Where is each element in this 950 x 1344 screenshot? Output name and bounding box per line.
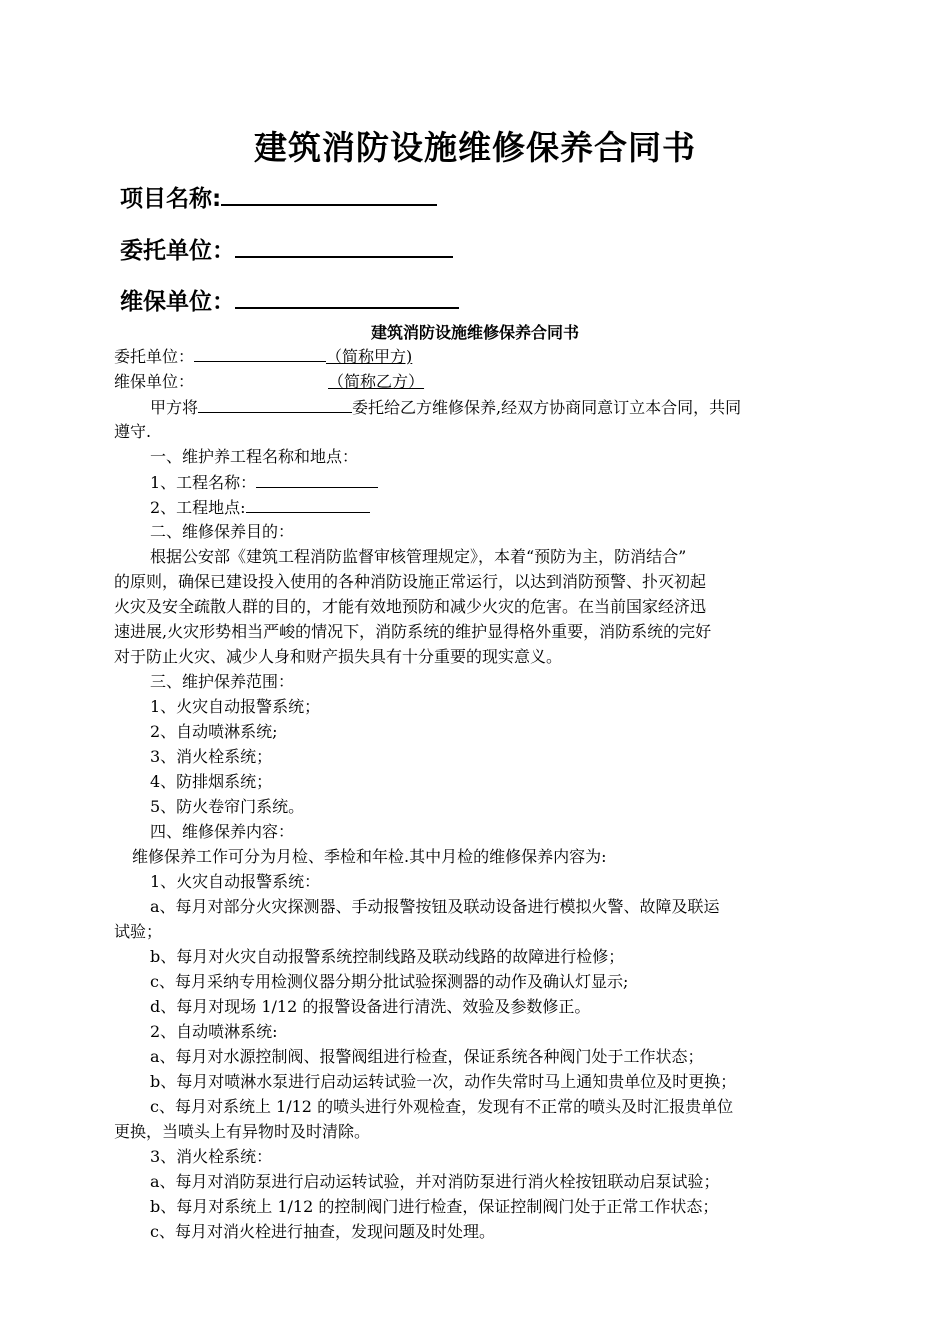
party-a-line [114, 344, 840, 369]
section3-item: 2、自动喷淋系统; [150, 722, 278, 741]
section3-item: 3、消火栓系统； [150, 747, 273, 766]
section4-3-item: c、每月对消火栓进行抽查，发现问题及时处理。 [150, 1222, 495, 1241]
project-name-field [120, 180, 437, 213]
intro-cont: 遵守. [114, 422, 152, 441]
project-name-item-blank[interactable] [256, 470, 378, 488]
section1-item1 [114, 470, 840, 495]
intro-prefix: 甲方将 [150, 398, 199, 417]
project-location-item-label: 2、工程地点: [150, 498, 246, 517]
project-name-label: 项目名称: [120, 186, 222, 212]
client-blank[interactable] [235, 234, 453, 258]
section4-2-item: a、每月对水源控制阀、报警阀组进行检查，保证系统各种阀门处于工作状态； [150, 1047, 704, 1066]
section4-3-item: b、每月对系统上 1/12 的控制阀门进行检查，保证控制阀门处于正常工作状态； [150, 1197, 719, 1216]
section4-3-heading: 3、消火栓系统： [150, 1147, 273, 1166]
section4-intro: 维修保养工作可分为月检、季检和年检.其中月检的维修保养内容为: [132, 847, 607, 866]
party-a-label: 委托单位： [114, 347, 195, 366]
section4-1-item: b、每月对火灾自动报警系统控制线路及联动线路的故障进行检修； [150, 947, 625, 966]
section2-paragraph-line: 根据公安部《建筑工程消防监督审核管理规定》，本着“预防为主，防消结合” [150, 547, 687, 566]
document-title: 建筑消防设施维修保养合同书 [254, 128, 696, 167]
section4-3-item: a、每月对消防泵进行启动运转试验，并对消防泵进行消火栓按钮联动启泵试验； [150, 1172, 720, 1191]
section2-paragraph-line: 速进展,火灾形势相当严峻的情况下，消防系统的维护显得格外重要，消防系统的完好 [114, 622, 712, 641]
section2-paragraph-line: 火灾及安全疏散人群的目的，才能有效地预防和减少火灾的危害。在当前国家经济迅 [114, 597, 707, 616]
section3-heading: 三、维护保养范围： [150, 672, 295, 691]
section3-item: 4、防排烟系统； [150, 772, 273, 791]
project-name-item-label: 1、工程名称： [150, 473, 257, 492]
section3-item: 5、防火卷帘门系统。 [150, 797, 305, 816]
section1-item2 [114, 495, 840, 520]
maintainer-blank[interactable] [235, 285, 459, 309]
client-field [120, 232, 453, 265]
intro-blank[interactable] [198, 395, 352, 413]
client-label: 委托单位： [120, 238, 235, 264]
party-a-note: （简称甲方) [326, 347, 413, 366]
section4-2-item: 更换，当喷头上有异物时及时清除。 [114, 1122, 371, 1141]
party-b-label: 维保单位： [114, 372, 195, 391]
project-name-blank[interactable] [221, 182, 437, 206]
section4-2-heading: 2、自动喷淋系统: [150, 1022, 278, 1041]
maintainer-field [120, 283, 459, 316]
section4-1-item: a、每月对部分火灾探测器、手动报警按钮及联动设备进行模拟火警、故障及联运 [150, 897, 720, 916]
section4-2-item: c、每月对系统上 1/12 的喷头进行外观检查，发现有不正常的喷头及时汇报贵单位 [150, 1097, 734, 1116]
section4-heading: 四、维修保养内容： [150, 822, 295, 841]
section2-paragraph-line: 的原则，确保已建设投入使用的各种消防设施正常运行，以达到消防预警、扑灭初起 [114, 572, 707, 591]
section4-1-heading: 1、火灾自动报警系统： [150, 872, 321, 891]
intro-line [114, 395, 840, 420]
section1-heading: 一、维护养工程名称和地点： [150, 447, 359, 466]
project-location-item-blank[interactable] [246, 495, 370, 513]
contract-title: 建筑消防设施维修保养合同书 [370, 323, 579, 342]
section4-1-item: d、每月对现场 1/12 的报警设备进行清洗、效验及参数修正。 [150, 997, 591, 1016]
section4-1-item: 试验； [114, 922, 163, 941]
party-b-line [114, 370, 840, 394]
section4-2-item: b、每月对喷淋水泵进行启动运转试验一次，动作失常时马上通知贵单位及时更换； [150, 1072, 737, 1091]
maintainer-label: 维保单位： [120, 289, 235, 315]
section2-heading: 二、维修保养目的： [150, 522, 295, 541]
intro-suffix: 委托给乙方维修保养,经双方协商同意订立本合同，共同 [352, 398, 742, 417]
section4-1-item: c、每月采纳专用检测仪器分期分批试验探测器的动作及确认灯显示; [150, 972, 629, 991]
section2-paragraph-line: 对于防止火灾、减少人身和财产损失具有十分重要的现实意义。 [114, 647, 563, 666]
section3-item: 1、火灾自动报警系统； [150, 697, 321, 716]
party-a-blank[interactable] [194, 344, 326, 362]
party-b-note: （简称乙方） [328, 372, 425, 391]
